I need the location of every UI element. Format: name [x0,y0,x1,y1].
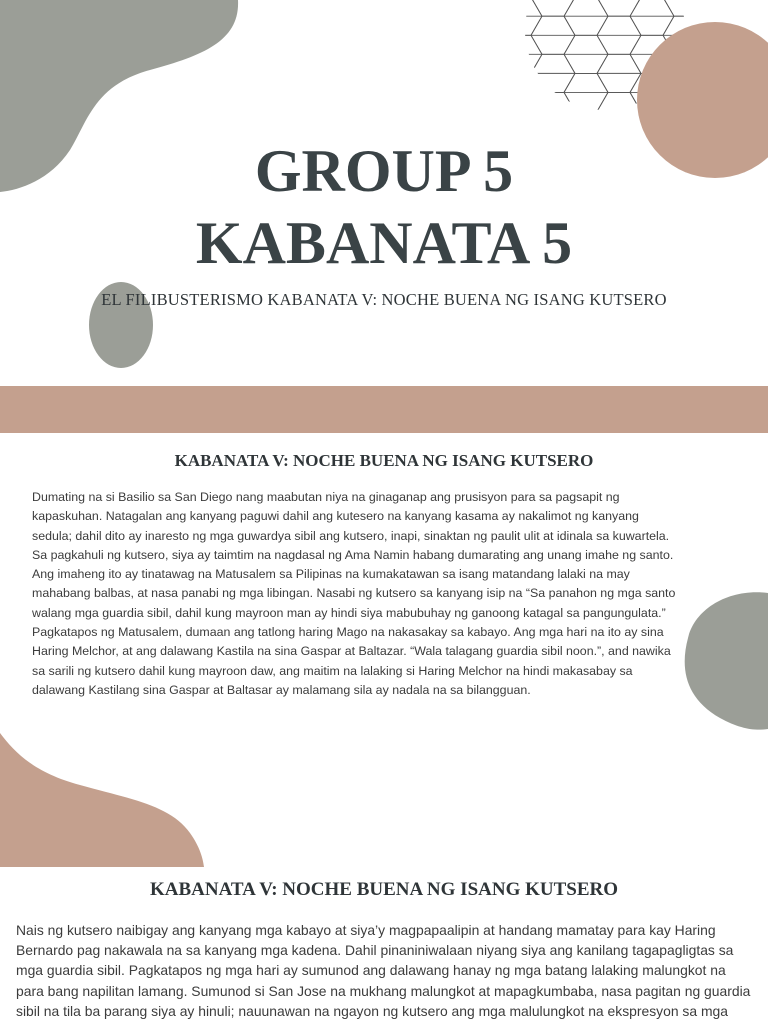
body-line: dalawang Kastilang sina Gaspar at Baltasar ay malamang sila ay nadala na sa bilangguan. [32,682,531,697]
pattern-cell [498,73,542,111]
body-line: para bang napilitan lamang. Sumunod si San Jose na mukhang malungkot at mapagkumbaba, nasa pagitan ng guardia [16,982,751,999]
pattern-cell [465,54,509,92]
body-line: sa sarili ng kutsero dahil kung mayroon daw, ang maitim na lalaking si Haring Melchor na hindi makasabay sa [32,663,633,678]
body-line: Bernardo pag nakawala na sa kanyang mga kadena. Dahil pinaniniwalaan niyang siya ang kanilang tagapagligtas sa [16,942,734,959]
section1-body [32,488,675,700]
body-line: Nais ng kutsero naibigay ang kanyang mga kabayo at siya’y magpapaalipin at handang mamatay para kay Haring [16,922,716,938]
gray-blob-right [685,592,768,729]
section2-body [16,920,750,1021]
body-line: Sa pagkahuli ng kutsero, siya ay taimtim na nagdasal ng Ama Namin habang dumarating ang unang imahe ng santo. [32,547,674,562]
body-line: mga guardia sibil. Pagkatapos ng mga hari ay sumunod ang dalawang hanay ng mga batang lalaking malungkot na [16,962,726,979]
pattern-cell [531,54,575,92]
cover-page [0,0,768,386]
pattern-cell [498,0,542,35]
pattern-cell [597,54,641,92]
page-title-line1: GROUP 5 [254,138,514,204]
pattern-cell [762,0,768,35]
body-line: Dumating na si Basilio sa San Diego nang maabutan niya na ginaganap ang prusisyon para sa pagsapit ng [32,490,620,504]
subtitle: EL FILIBUSTERISMO KABANATA V: NOCHE BUENA NG ISANG KUTSERO [101,290,667,309]
section1-heading: KABANATA V: NOCHE BUENA NG ISANG KUTSERO [174,451,594,470]
body-line: walang mga guardia sibil, dahil kung mayroon man ay hindi siya mabubuhay ng ganoong katagal sa pangungulata.” [32,605,666,620]
pattern-cell [729,0,768,16]
content-page-1 [0,433,768,867]
pattern-cell [432,0,476,35]
body-line: Pagkatapos ng Matusalem, dumaan ang tatlong haring Mago na nakasakay sa kabayo. Ang mga hari na ito ay sina [32,625,664,640]
body-line: sedula; dahil dito ay inaresto ng mga guwardya sibil ang kutsero, inapi, sinaktan ng paulit ulit at idinala sa kuwartela. [32,528,670,543]
body-line: Haring Melchor, at ang dalawang Kastila na sina Gaspar at Baltazar. “Wala talagang guardia sibil noon.”, and nawika [32,644,671,659]
section2-heading: KABANATA V: NOCHE BUENA NG ISANG KUTSERO [149,879,619,900]
pattern-cell [465,0,509,16]
pattern-cell [597,16,641,54]
body-line: Ang imaheng ito ay tinatawag na Matusalem sa Pilipinas na kumakatawan sa isang matandang lalaki na may [32,567,630,582]
pattern-cell [564,35,608,73]
pattern-cell [531,92,575,130]
body-line: sibil na tila ba parang siya ay hinuli; nauunawan na ngayon ng kutsero ang mga malulungkot na ekspresyon sa mga [16,1002,728,1019]
pattern-cell [432,35,476,73]
pattern-cell [564,0,608,35]
pattern-cell [432,73,476,111]
tan-blob-bottom-left [0,733,204,867]
body-line: kapaskuhan. Natagalan ang kanyang paguwi dahil ang kutesero na kanyang kasama ay nakalimot ng kanyang [32,509,639,524]
pattern-cell [465,92,509,130]
pattern-cell [630,0,674,35]
pattern-cell [564,73,608,111]
pattern-cell [597,92,641,130]
page-title-line2: KABANATA 5 [195,210,573,276]
content-page-2 [0,867,768,1024]
body-line: mahabang balbas, at nasa panabi ng mga libingan. Nasabi ng kutsero sa kanyang isip na “Sa panahon ng mga santo [32,586,676,601]
pattern-cell [498,35,542,73]
pattern-cell [531,16,575,54]
pattern-cell [465,16,509,54]
tan-divider-band [0,386,768,433]
